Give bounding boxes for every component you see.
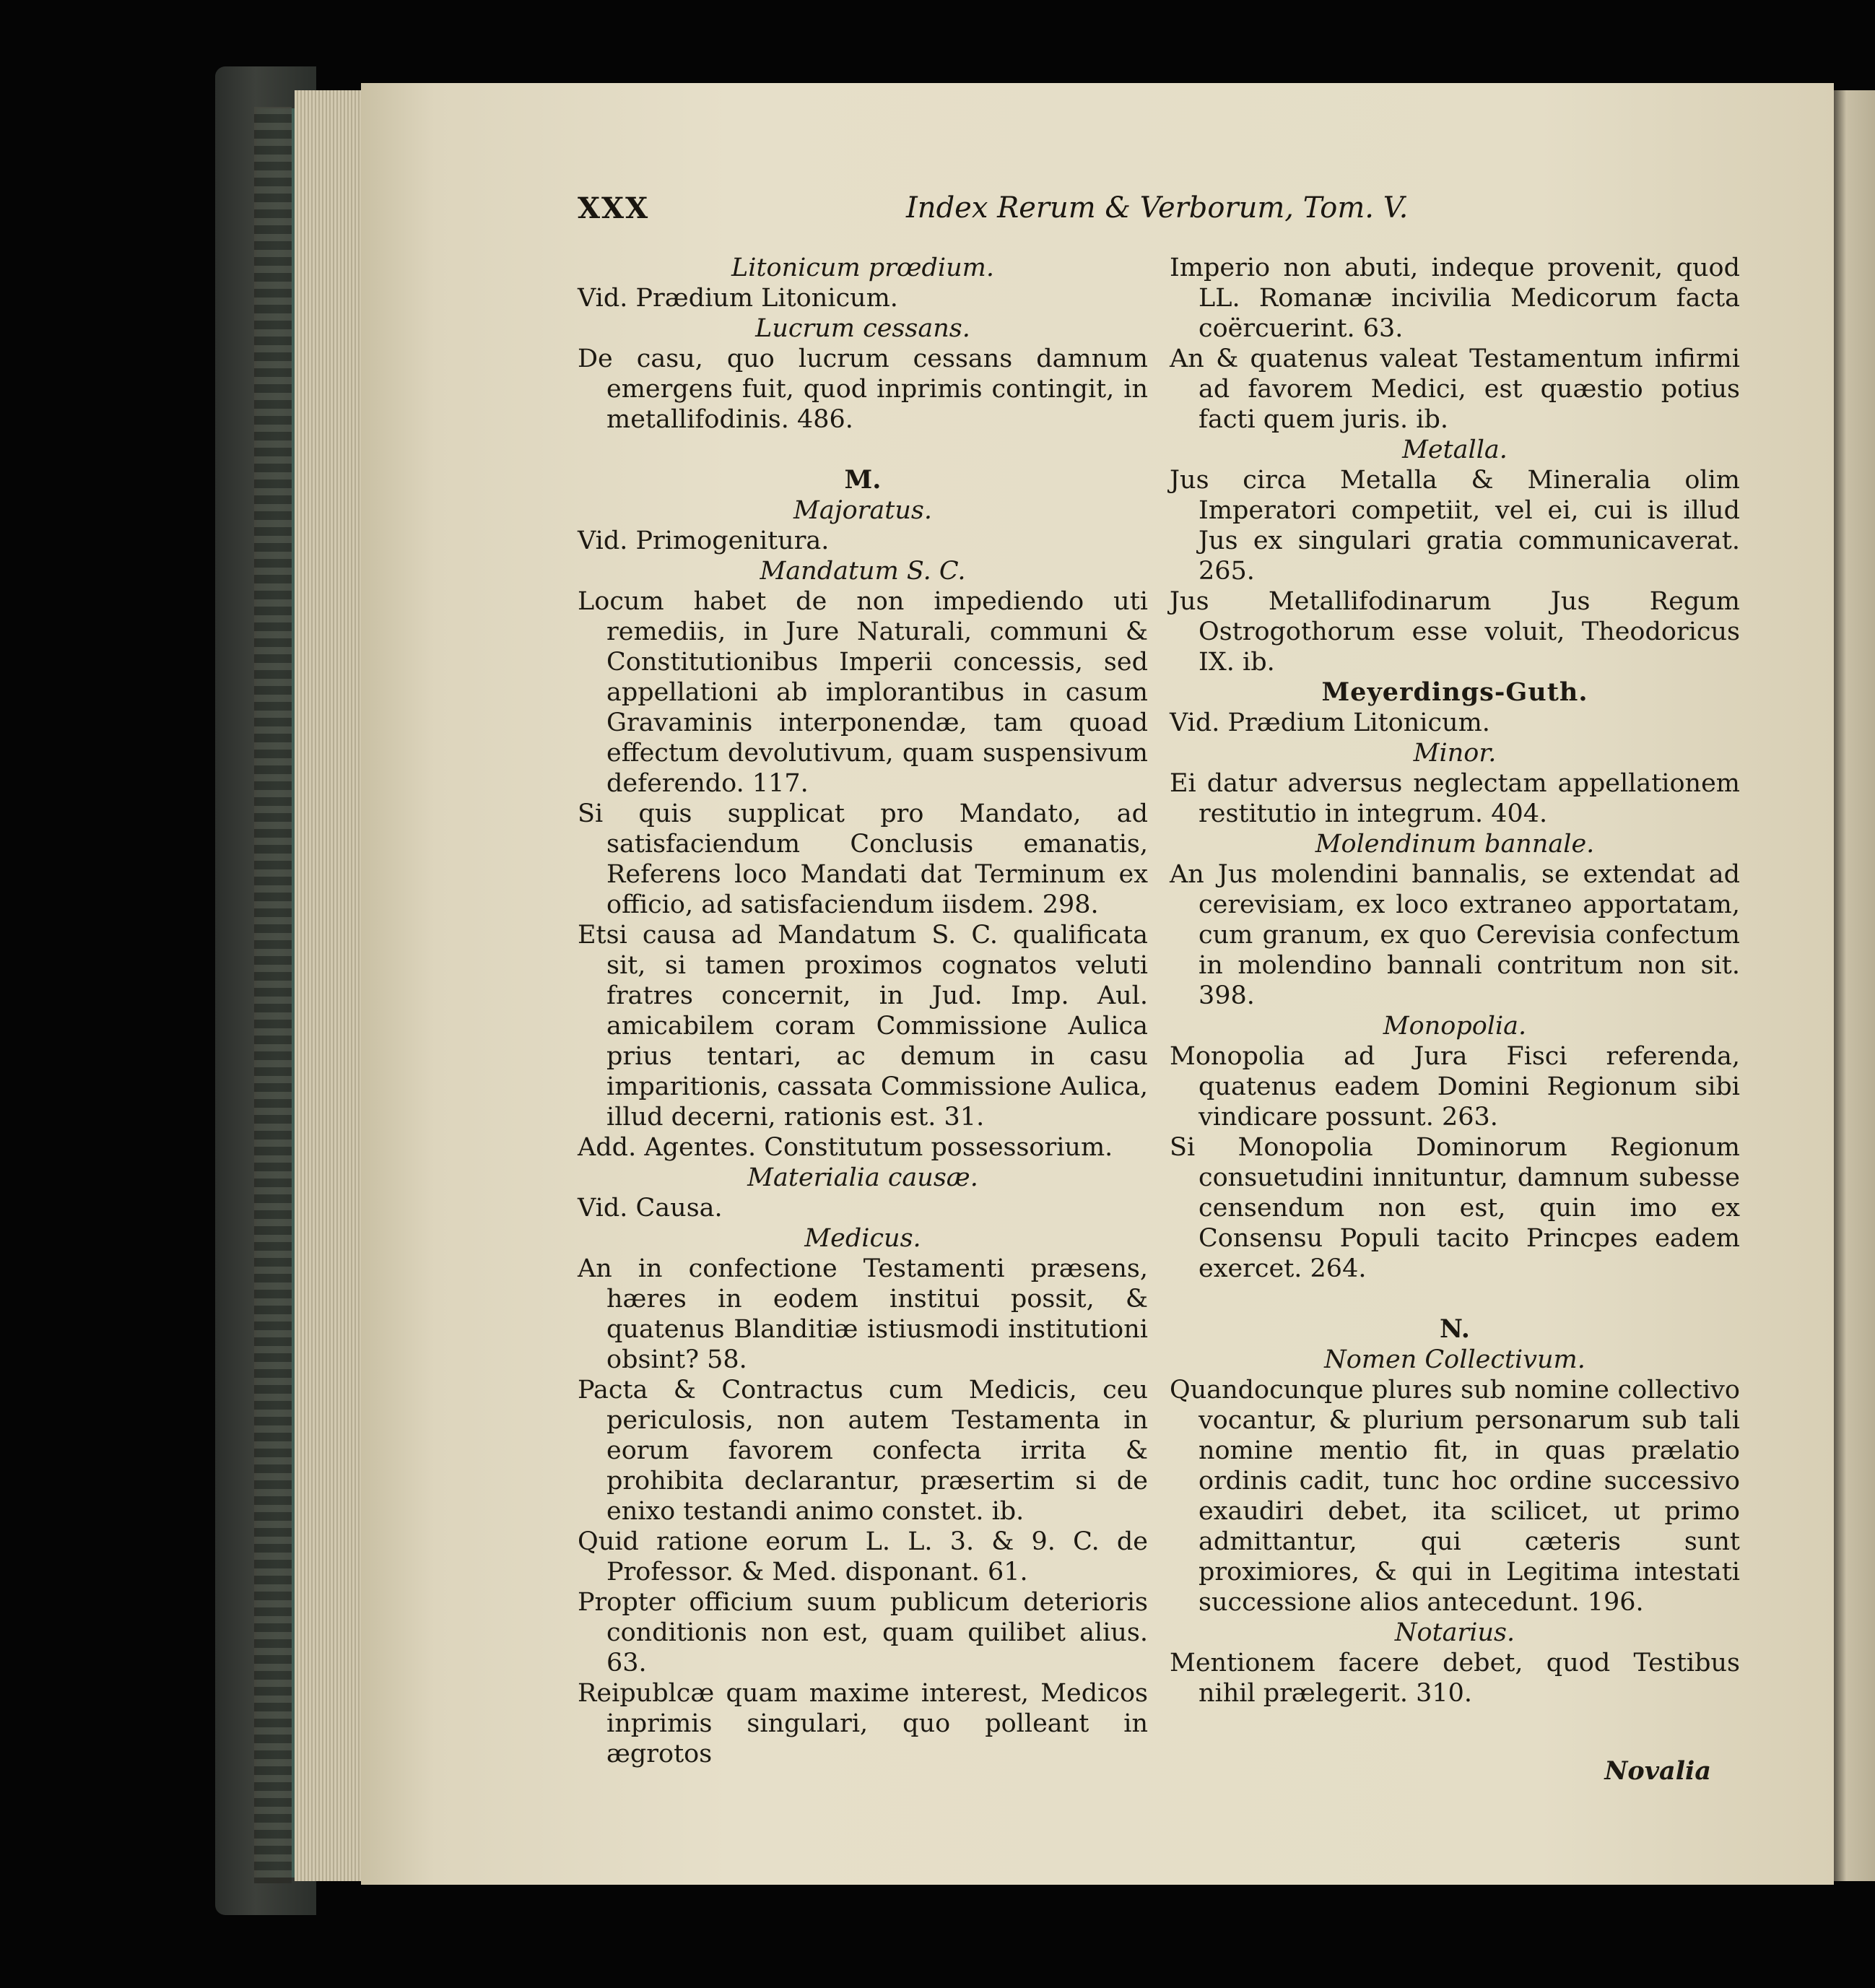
index-entry: Vid. Primogenitura.: [578, 526, 830, 555]
index-entry: Monopolia ad Jura Fisci referenda, quatenus eadem Domini Regionum sibi vindicare possunt. 263.: [1170, 1042, 1740, 1132]
index-heading: Lucrum cessans.: [755, 314, 970, 343]
index-heading: Litonicum prœdium.: [731, 253, 994, 282]
index-heading: Minor.: [1413, 739, 1497, 768]
index-entry: Jus circa Metalla & Mineralia olim Imperatori competiit, vel ei, cui is illud Jus ex singulari gratia communicaverat. 265.: [1170, 466, 1740, 586]
index-entry: Jus Metallifodinarum Jus Regum Ostrogothorum esse voluit, Theodoricus IX. ib.: [1170, 587, 1740, 677]
next-page-edge: [1834, 90, 1875, 1881]
section-letter: M.: [844, 465, 882, 495]
cover-spine-texture: [254, 107, 292, 1883]
index-entry: An Jus molendini bannalis, se extendat ad cerevisiam, ex loco extraneo apportatam, cum granum, ex quo Cerevisia confectum in molendino bannali contritum non sit. 398.: [1170, 860, 1740, 1010]
index-entry: Vid. Prædium Litonicum.: [578, 284, 898, 313]
index-heading: Monopolia.: [1383, 1012, 1527, 1041]
index-entry: De casu, quo lucrum cessans damnum emergens fuit, quod inprimis contingit, in metallifodinis. 486.: [578, 344, 1148, 434]
index-entry: Reipublcæ quam maxime interest, Medicos inprimis singulari, quo polleant in ægrotos: [578, 1679, 1148, 1768]
catchword: Novalia: [1604, 1756, 1711, 1786]
index-entry: Imperio non abuti, indeque provenit, quod LL. Romanæ incivilia Medicorum facta coërcuerint. 63.: [1170, 253, 1740, 343]
index-heading: Molendinum bannale.: [1315, 830, 1595, 859]
index-entry: Pacta & Contractus cum Medicis, ceu periculosis, non autem Testamenta in eorum favorem confecta irrita & prohibita declarantur, præsertim si de enixo testandi animo constet. ib.: [578, 1376, 1148, 1526]
index-heading: Metalla.: [1402, 435, 1508, 464]
index-entry: Propter officium suum publicum deterioris conditionis non est, quam quilibet alius. 63.: [578, 1588, 1148, 1677]
index-entry: Locum habet de non impediendo uti remediis, in Jure Naturali, communi & Constitutionibus Imperii concessis, sed appellationi ab implorantibus in casum Gravaminis interponendæ, tam quoad effectum devolutivum, quam suspensivum deferendo. 117.: [578, 587, 1148, 798]
index-heading: Mandatum S. C.: [760, 557, 966, 586]
left-column: [578, 253, 1148, 1769]
section-spacer: [578, 435, 1148, 465]
index-heading: Materialia causæ.: [747, 1163, 978, 1192]
index-entry: Ei datur adversus neglectam appellationem restitutio in integrum. 404.: [1170, 769, 1740, 828]
index-entry: Quandocunque plures sub nomine collectivo vocantur, & plurium personarum sub tali nomine mentio fit, in quas prælatio ordinis cadit, tunc hoc ordine successivo exaudiri debet, ita scilicet, ut primo admittantur, qui cæteris sunt proximiores, & qui in Legitima intestati successione alios antecedunt. 196.: [1170, 1376, 1740, 1617]
page-number: XXX: [578, 191, 650, 225]
index-heading: Nomen Collectivum.: [1324, 1345, 1585, 1374]
right-column: [1170, 253, 1740, 1709]
index-heading: Meyerdings-Guth.: [1321, 677, 1588, 707]
index-entry: An in confectione Testamenti præsens, hæres in eodem institui possit, & quatenus Blanditiæ istiusmodi institutioni obsint? 58.: [578, 1254, 1148, 1374]
index-entry: Add. Agentes. Constitutum possessorium.: [578, 1133, 1113, 1162]
index-entry: Vid. Causa.: [578, 1194, 723, 1223]
index-entry: Si Monopolia Dominorum Regionum consuetudini innituntur, damnum subesse censendum non est, quin imo ex Consensu Populi tacito Princpes eadem exercet. 264.: [1170, 1133, 1740, 1283]
index-entry: Si quis supplicat pro Mandato, ad satisfaciendum Conclusis emanatis, Referens loco Mandati dat Terminum ex officio, ad satisfaciendum iisdem. 298.: [578, 799, 1148, 919]
index-entry: Etsi causa ad Mandatum S. C. qualificata sit, si tamen proximos cognatos veluti fratres concernit, in Jud. Imp. Aul. amicabilem coram Commissione Aulica prius tentari, ac demum in casu imparitionis, cassata Commissione Aulica, illud decerni, rationis est. 31.: [578, 921, 1148, 1132]
index-heading: Majoratus.: [793, 496, 932, 525]
index-entry: An & quatenus valeat Testamentum infirmi ad favorem Medici, est quæstio potius facti quem juris. ib.: [1170, 344, 1740, 434]
page-header: [578, 191, 1733, 227]
index-heading: Notarius.: [1394, 1618, 1515, 1647]
index-heading: Medicus.: [804, 1224, 921, 1253]
section-spacer: [1170, 1284, 1740, 1314]
page-edges: [295, 90, 367, 1881]
index-entry: Mentionem facere debet, quod Testibus nihil prælegerit. 310.: [1170, 1649, 1740, 1708]
running-title: Index Rerum & Verborum, Tom. V.: [906, 191, 1409, 225]
index-entry: Vid. Prædium Litonicum.: [1170, 708, 1490, 737]
index-entry: Quid ratione eorum L. L. 3. & 9. C. de Professor. & Med. disponant. 61.: [578, 1527, 1148, 1587]
section-letter: N.: [1440, 1314, 1470, 1344]
